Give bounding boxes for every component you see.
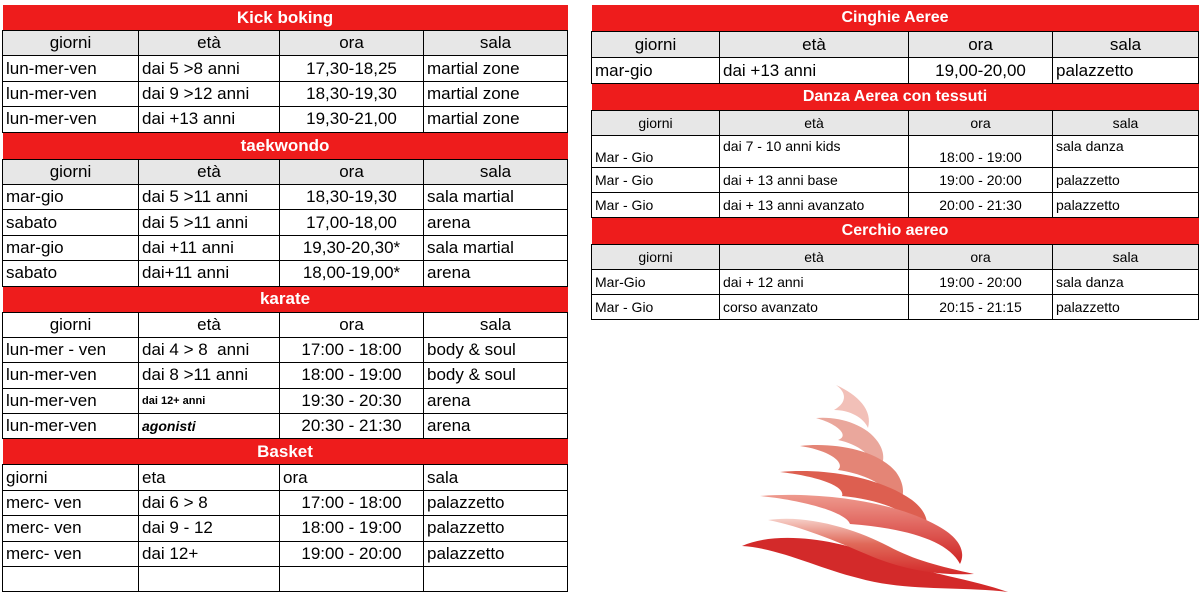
table-row bbox=[3, 81, 568, 106]
cell-giorni: lun-mer-ven bbox=[3, 81, 139, 106]
cell-eta: dai 5 >11 anni bbox=[139, 210, 280, 235]
cell-giorni: mar-gio bbox=[3, 235, 139, 260]
header-sala: sala bbox=[424, 31, 568, 56]
table-row bbox=[3, 388, 568, 413]
cell-giorni: Mar-Gio bbox=[592, 270, 720, 295]
cerchio-title-row bbox=[592, 218, 1199, 245]
header-giorni: giorni bbox=[3, 465, 139, 490]
cell-giorni: sabato bbox=[3, 261, 139, 286]
right-schedule-table bbox=[591, 4, 1199, 320]
left-schedule bbox=[2, 4, 567, 592]
kick-title-row bbox=[3, 5, 568, 31]
cell-ora: 18,00-19,00* bbox=[280, 261, 424, 286]
cell-sala: palazzetto bbox=[1053, 58, 1199, 84]
danza-header-row bbox=[592, 111, 1199, 136]
header-ora: ora bbox=[280, 312, 424, 337]
table-row bbox=[592, 136, 1199, 168]
header-ora: ora bbox=[280, 159, 424, 184]
table-row bbox=[3, 516, 568, 541]
header-eta: età bbox=[139, 159, 280, 184]
table-row bbox=[592, 193, 1199, 218]
cell-sala: palazzetto bbox=[1053, 295, 1199, 320]
cell-sala: sala danza bbox=[1053, 270, 1199, 295]
header-giorni: giorni bbox=[3, 312, 139, 337]
cell-ora: 18:00 - 19:00 bbox=[280, 363, 424, 388]
tkd-title-row bbox=[3, 132, 568, 159]
cell-eta: dai +11 anni bbox=[139, 235, 280, 260]
karate-title-row bbox=[3, 286, 568, 312]
cell-giorni: Mar - Gio bbox=[592, 168, 720, 193]
table-row bbox=[3, 541, 568, 566]
cell-ora: 20:15 - 21:15 bbox=[909, 295, 1053, 320]
cell-eta: dai+11 anni bbox=[139, 261, 280, 286]
header-ora: ora bbox=[909, 111, 1053, 136]
header-eta: età bbox=[720, 32, 909, 58]
cell-ora: 17:00 - 18:00 bbox=[280, 337, 424, 362]
cinghie-header-row bbox=[592, 32, 1199, 58]
basket-header-row bbox=[3, 465, 568, 490]
cell-eta: dai 7 - 10 anni kids bbox=[720, 136, 909, 168]
cell-ora: 19:00 - 20:00 bbox=[909, 168, 1053, 193]
cerchio-header-row bbox=[592, 245, 1199, 270]
cell-giorni: lun-mer-ven bbox=[3, 414, 139, 439]
cell-eta: dai + 13 anni avanzato bbox=[720, 193, 909, 218]
cerchio-title: Cerchio aereo bbox=[592, 218, 1199, 245]
cell-empty bbox=[3, 567, 139, 592]
cell-ora: 19:30 - 20:30 bbox=[280, 388, 424, 413]
cell-giorni: lun-mer-ven bbox=[3, 107, 139, 132]
cell-sala: martial zone bbox=[424, 81, 568, 106]
left-schedule-table bbox=[2, 4, 568, 592]
header-giorni: giorni bbox=[3, 31, 139, 56]
table-row bbox=[592, 168, 1199, 193]
cell-sala: palazzetto bbox=[424, 541, 568, 566]
cell-sala: palazzetto bbox=[424, 490, 568, 515]
cell-giorni: sabato bbox=[3, 210, 139, 235]
table-row bbox=[3, 235, 568, 260]
cell-sala: martial zone bbox=[424, 56, 568, 81]
cell-giorni: Mar - Gio bbox=[592, 136, 720, 168]
cell-eta: dai 9 - 12 bbox=[139, 516, 280, 541]
table-row bbox=[592, 270, 1199, 295]
tkd-header-row bbox=[3, 159, 568, 184]
cell-ora: 19:00 - 20:00 bbox=[280, 541, 424, 566]
cell-empty bbox=[424, 567, 568, 592]
cell-giorni: Mar - Gio bbox=[592, 295, 720, 320]
cell-ora: 18,30-19,30 bbox=[280, 184, 424, 209]
cell-giorni: lun-mer-ven bbox=[3, 56, 139, 81]
table-row bbox=[3, 490, 568, 515]
karate-header-row bbox=[3, 312, 568, 337]
cell-eta: dai + 12 anni bbox=[720, 270, 909, 295]
header-sala: sala bbox=[1053, 32, 1199, 58]
danza-title-row bbox=[592, 84, 1199, 111]
header-ora: ora bbox=[909, 32, 1053, 58]
cell-ora: 19,00-20,00 bbox=[909, 58, 1053, 84]
cell-eta: agonisti bbox=[139, 414, 280, 439]
header-sala: sala bbox=[424, 312, 568, 337]
karate-title: karate bbox=[3, 286, 568, 312]
cell-empty bbox=[280, 567, 424, 592]
header-giorni: giorni bbox=[592, 111, 720, 136]
header-sala: sala bbox=[424, 465, 568, 490]
table-row bbox=[3, 261, 568, 286]
cell-sala: martial zone bbox=[424, 107, 568, 132]
cell-sala: arena bbox=[424, 388, 568, 413]
basket-title-row bbox=[3, 439, 568, 465]
cell-eta: dai +13 anni bbox=[720, 58, 909, 84]
cell-eta: dai 12+ anni bbox=[139, 388, 280, 413]
cell-eta: dai 8 >11 anni bbox=[139, 363, 280, 388]
cell-sala: arena bbox=[424, 261, 568, 286]
cell-giorni: mar-gio bbox=[592, 58, 720, 84]
cell-ora: 18:00 - 19:00 bbox=[280, 516, 424, 541]
header-giorni: giorni bbox=[3, 159, 139, 184]
cell-giorni: lun-mer-ven bbox=[3, 363, 139, 388]
header-sala: sala bbox=[424, 159, 568, 184]
cinghie-title: Cinghie Aeree bbox=[592, 5, 1199, 32]
cell-giorni: merc- ven bbox=[3, 516, 139, 541]
cell-ora: 19,30-20,30* bbox=[280, 235, 424, 260]
cell-sala: arena bbox=[424, 414, 568, 439]
table-row bbox=[592, 58, 1199, 84]
header-eta: età bbox=[720, 245, 909, 270]
cell-eta: dai 5 >11 anni bbox=[139, 184, 280, 209]
cinghie-title-row bbox=[592, 5, 1199, 32]
cell-ora: 18,30-19,30 bbox=[280, 81, 424, 106]
danza-title: Danza Aerea con tessuti bbox=[592, 84, 1199, 111]
table-row bbox=[3, 107, 568, 132]
cell-giorni: lun-mer - ven bbox=[3, 337, 139, 362]
cell-eta: dai + 13 anni base bbox=[720, 168, 909, 193]
cell-eta: dai 5 >8 anni bbox=[139, 56, 280, 81]
cell-sala: sala danza bbox=[1053, 136, 1199, 168]
cell-sala: arena bbox=[424, 210, 568, 235]
header-sala: sala bbox=[1053, 111, 1199, 136]
cell-ora: 17,00-18,00 bbox=[280, 210, 424, 235]
header-ora: ora bbox=[280, 31, 424, 56]
cell-sala: palazzetto bbox=[424, 516, 568, 541]
cell-sala: body & soul bbox=[424, 363, 568, 388]
table-row bbox=[592, 295, 1199, 320]
table-row bbox=[3, 414, 568, 439]
flame-logo-icon bbox=[738, 380, 1013, 595]
right-schedule bbox=[591, 4, 1198, 320]
cell-giorni: merc- ven bbox=[3, 490, 139, 515]
header-giorni: giorni bbox=[592, 245, 720, 270]
cell-ora: 17:00 - 18:00 bbox=[280, 490, 424, 515]
cell-giorni: lun-mer-ven bbox=[3, 388, 139, 413]
cell-giorni: Mar - Gio bbox=[592, 193, 720, 218]
table-row bbox=[3, 210, 568, 235]
tkd-title: taekwondo bbox=[3, 132, 568, 159]
cell-ora: 17,30-18,25 bbox=[280, 56, 424, 81]
cell-giorni: mar-gio bbox=[3, 184, 139, 209]
cell-sala: palazzetto bbox=[1053, 193, 1199, 218]
header-eta: eta bbox=[139, 465, 280, 490]
table-row-empty bbox=[3, 567, 568, 592]
header-eta: età bbox=[720, 111, 909, 136]
cell-sala: sala martial bbox=[424, 235, 568, 260]
table-row bbox=[3, 337, 568, 362]
cell-sala: body & soul bbox=[424, 337, 568, 362]
cell-eta: corso avanzato bbox=[720, 295, 909, 320]
cell-ora: 20:00 - 21:30 bbox=[909, 193, 1053, 218]
cell-eta: dai +13 anni bbox=[139, 107, 280, 132]
header-giorni: giorni bbox=[592, 32, 720, 58]
cell-eta: dai 4 > 8 anni bbox=[139, 337, 280, 362]
cell-ora: 20:30 - 21:30 bbox=[280, 414, 424, 439]
cell-empty bbox=[139, 567, 280, 592]
kick-title: Kick boking bbox=[3, 5, 568, 31]
cell-ora: 18:00 - 19:00 bbox=[909, 136, 1053, 168]
cell-eta: dai 6 > 8 bbox=[139, 490, 280, 515]
header-eta: età bbox=[139, 312, 280, 337]
cell-giorni: merc- ven bbox=[3, 541, 139, 566]
cell-eta: dai 9 >12 anni bbox=[139, 81, 280, 106]
table-row bbox=[3, 363, 568, 388]
cell-ora: 19:00 - 20:00 bbox=[909, 270, 1053, 295]
cell-ora: 19,30-21,00 bbox=[280, 107, 424, 132]
cell-eta: dai 12+ bbox=[139, 541, 280, 566]
table-row bbox=[3, 184, 568, 209]
cell-sala: palazzetto bbox=[1053, 168, 1199, 193]
table-row bbox=[3, 56, 568, 81]
basket-title: Basket bbox=[3, 439, 568, 465]
cell-sala: sala martial bbox=[424, 184, 568, 209]
header-ora: ora bbox=[280, 465, 424, 490]
header-ora: ora bbox=[909, 245, 1053, 270]
kick-header-row bbox=[3, 31, 568, 56]
header-sala: sala bbox=[1053, 245, 1199, 270]
header-eta: età bbox=[139, 31, 280, 56]
